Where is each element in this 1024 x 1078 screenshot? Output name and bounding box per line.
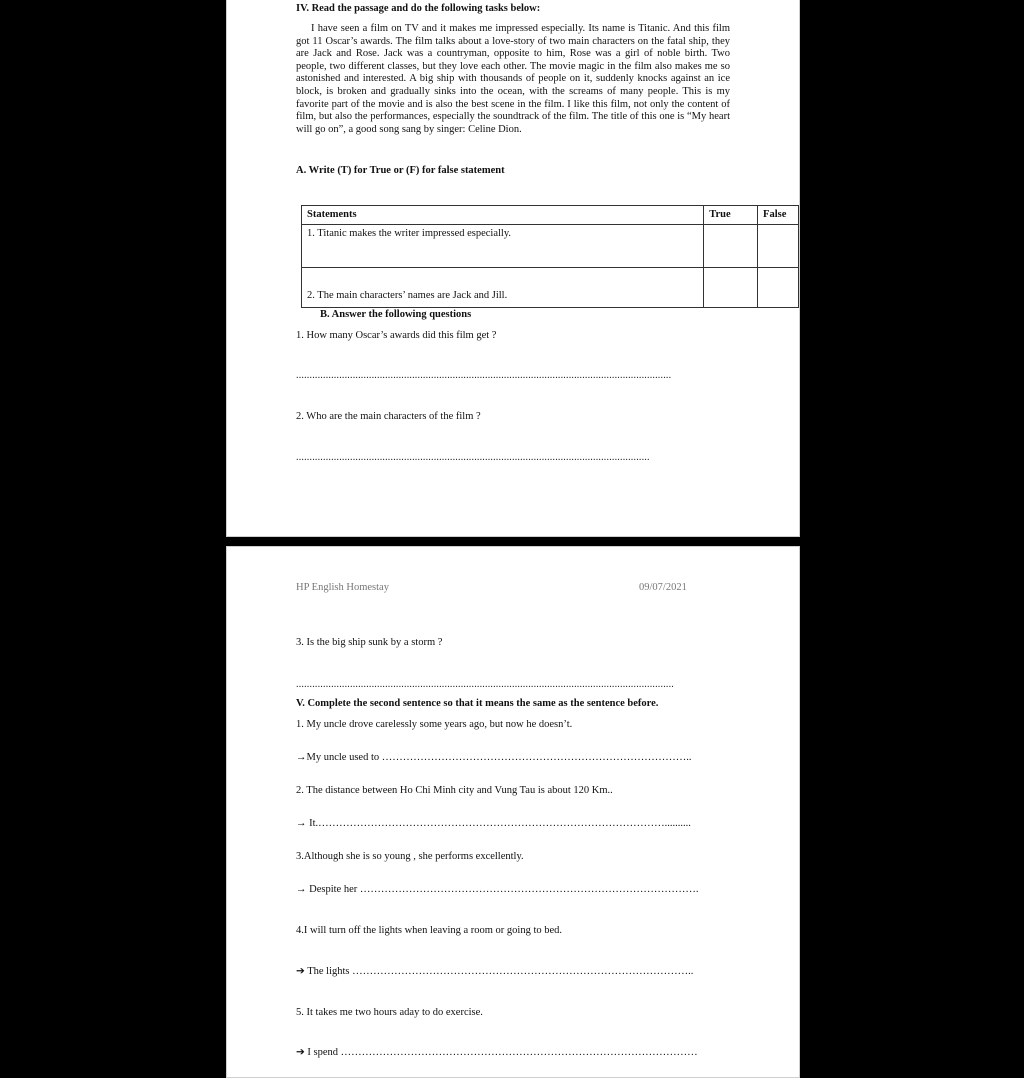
table-header-row [302, 206, 799, 225]
sentence-3-prompt: 3.Although she is so young , she performs excellently. [296, 851, 524, 862]
sentence-1-dots[interactable]: …………………………………………………………………………….. [381, 752, 692, 763]
sentence-5-dots[interactable]: ………………………………………………………………………………………… [340, 1047, 698, 1058]
header-school-name: HP English Homestay [296, 582, 389, 593]
sentence-1-prompt: 1. My uncle drove carelessly some years ago, but now he doesn’t. [296, 719, 573, 730]
header-true: True [704, 206, 758, 225]
sentence-2-prompt: 2. The distance between Ho Chi Minh city and Vung Tau is about 120 Km.. [296, 785, 613, 796]
reading-passage [296, 23, 730, 136]
sentence-2-dots[interactable]: ……………………………………………………………………………………….......... [318, 818, 691, 829]
part-a-title: A. Write (T) for True or (F) for false statement [296, 165, 505, 176]
sentence-5-prompt: 5. It takes me two hours aday to do exercise. [296, 1007, 483, 1018]
answer-line-2[interactable]: ................................................................................................................................... [296, 452, 650, 463]
answer-false-cell[interactable] [758, 268, 799, 308]
question-1: 1. How many Oscar’s awards did this film get ? [296, 330, 497, 341]
sentence-1-rewrite[interactable] [296, 752, 692, 765]
answer-true-cell[interactable] [704, 268, 758, 308]
sentence-4-rewrite[interactable] [296, 966, 693, 979]
statement-2: 2. The main characters’ names are Jack and Jill. [302, 268, 704, 308]
sentence-5-rewrite[interactable] [296, 1047, 698, 1060]
question-2: 2. Who are the main characters of the film ? [296, 411, 481, 422]
answer-false-cell[interactable] [758, 225, 799, 268]
sentence-4-lead: ➔ The lights [296, 966, 353, 977]
table-row [302, 225, 799, 268]
answer-line-1[interactable]: ........................................................................................................................................... [296, 370, 672, 381]
section-5-title: V. Complete the second sentence so that it means the same as the sentence before. [296, 698, 659, 709]
sentence-1-lead: →My uncle used to [296, 752, 382, 763]
answer-line-3[interactable]: ............................................................................................................................................ [296, 679, 674, 690]
worksheet-page-1 [226, 0, 800, 537]
part-b-title: B. Answer the following questions [320, 309, 472, 320]
sentence-3-lead: → Despite her [296, 884, 360, 895]
sentence-3-dots[interactable]: ……………………………………………………………………………………. [359, 884, 699, 895]
sentence-4-dots[interactable]: …………………………………………………………………………………….. [352, 966, 694, 977]
header-statements: Statements [302, 206, 704, 225]
worksheet-page-2 [226, 546, 800, 1078]
sentence-3-rewrite[interactable] [296, 884, 698, 897]
sentence-4-prompt: 4.I will turn off the lights when leaving a room or going to bed. [296, 925, 563, 936]
statement-1: 1. Titanic makes the writer impressed especially. [302, 225, 704, 268]
passage-text: I have seen a film on TV and it makes me impressed especially. Its name is Titanic. And this film got 11 Oscar’s awards. The film talks about a love-story of two main characters on the fatal ship, they are Jack and Rose. Jack was a countryman, opposite to him, Rose was a girl of noble birth. Two people, two different classes, but they love each other. The movie magic in the film also makes me so astonished and interested. A big ship with thousands of people on it, suddenly knocks against an ice block, is broken and gradually sinks into the ocean, with the screams of many people. This is my favorite part of the movie and is also the best scene in the film. I like this film, not only the content of film, but also the performances, especially the soundtrack of the film. The title of this one is “My heart will go on”, a good song sang by singer: Celine Dion. [296, 23, 730, 135]
section-4-title: IV. Read the passage and do the following tasks below: [296, 3, 541, 14]
sentence-2-rewrite[interactable] [296, 818, 691, 831]
table-row [302, 268, 799, 308]
question-3: 3. Is the big ship sunk by a storm ? [296, 637, 443, 648]
header-date: 09/07/2021 [639, 582, 687, 593]
header-false: False [758, 206, 799, 225]
answer-true-cell[interactable] [704, 225, 758, 268]
true-false-table [301, 205, 799, 308]
sentence-2-lead: → It. [296, 818, 319, 829]
sentence-5-lead: ➔ I spend [296, 1047, 341, 1058]
